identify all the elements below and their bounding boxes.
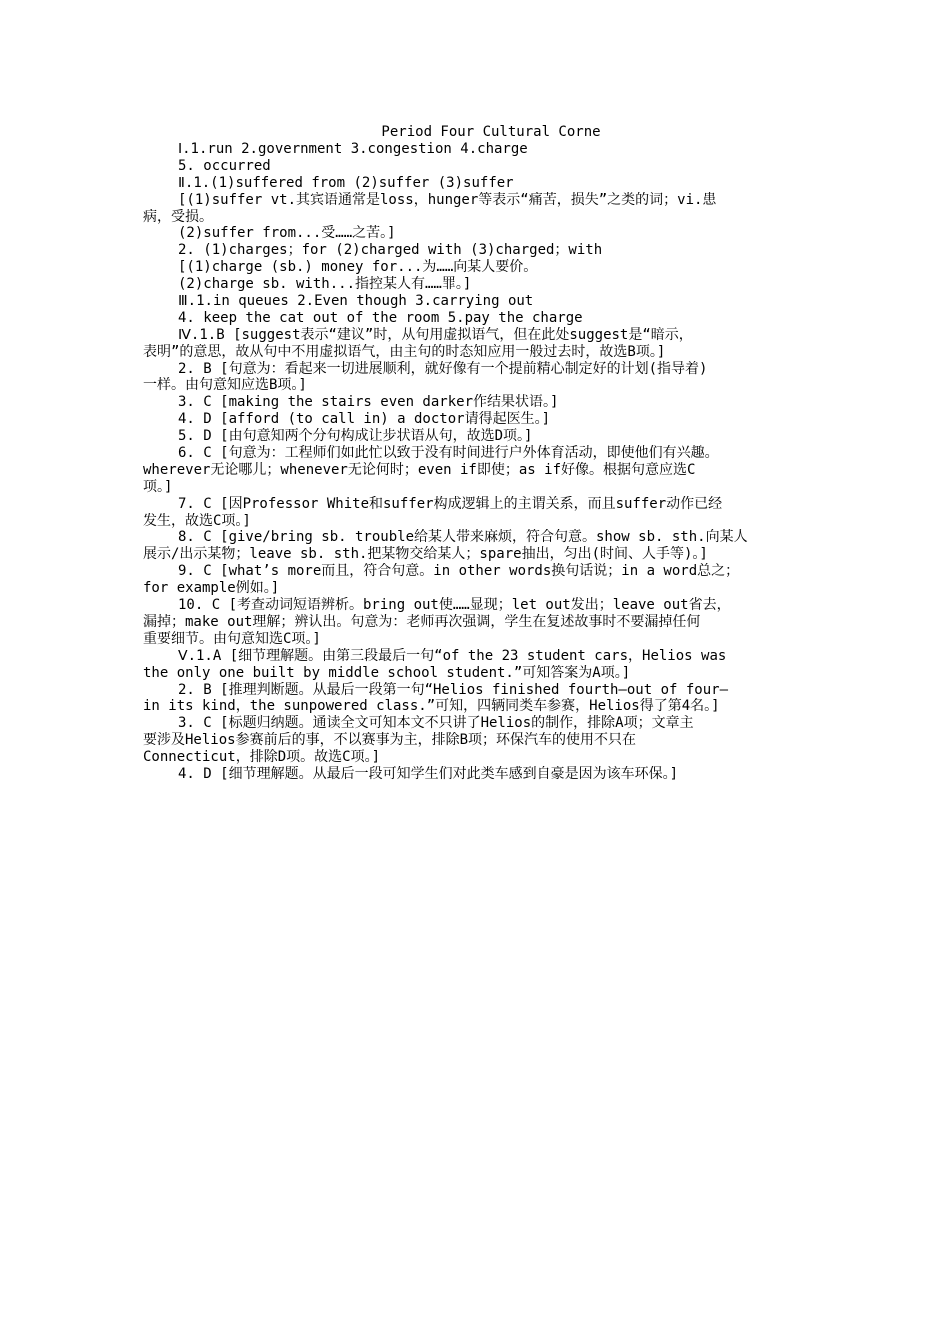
text-line: Connecticut，排除D项。故选C项。] [143,749,381,766]
text-line: in its kind，the sunpowered class.”可知，四辆同类车参赛，Helios得了第4名。] [143,698,720,715]
text-line: 3. C [标题归纳题。通读全文可知本文不只讲了Helios的制作，排除A项；文章主 [178,715,694,732]
text-line: Ⅲ.1.in queues 2.Even though 3.carrying out [178,293,534,310]
text-line: Ⅰ.1.run 2.government 3.congestion 4.charge [178,141,528,157]
text-line: 表明”的意思，故从句中不用虚拟语气，由主句的时态知应用一般过去时，故选B项。] [143,343,666,360]
text-line: (2)suffer from...受……之苦。] [178,225,396,242]
text-line: 6. C [句意为：工程师们如此忙以致于没有时间进行户外体育活动，即使他们有兴趣。 [178,445,719,462]
answer-key-body [143,141,811,783]
text-line: Ⅳ.1.B [suggest表示“建议”时，从句用虚拟语气，但在此处suggest是“暗示， [178,326,693,343]
text-line: 10. C [考查动词短语辨析。bring out使……显现；let out发出；leave out省去， [178,597,731,614]
text-line: 要涉及Helios参赛前后的事，不以赛事为主，排除B项；环保汽车的使用不只在 [143,732,636,749]
text-line: 一样。由句意知应选B项。] [143,377,307,394]
text-line: 病，受损。 [143,208,213,225]
text-line: 漏掉；make out理解；辨认出。句意为：老师再次强调，学生在复述故事时不要漏掉任何 [143,613,701,630]
text-line: 2. B [句意为：看起来一切进展顺利，就好像有一个提前精心制定好的计划(指导着) [178,360,708,377]
text-line: 4. D [细节理解题。从最后一段可知学生们对此类车感到自豪是因为该车环保。] [178,765,678,782]
text-line: 8. C [give/bring sb. trouble给某人带来麻烦，符合句意。show sb. sth.向某人 [178,529,748,546]
text-line: 发生，故选C项。] [143,512,251,529]
page-title: Period Four Cultural Corne [381,124,601,140]
text-line: 2. B [推理判断题。从最后一段第一句“Helios finished fourth—out of four— [178,681,729,698]
text-line: Ⅱ.1.(1)suffered from (2)suffer (3)suffer [178,174,514,191]
text-line: 2. (1)charges；for (2)charged with (3)charged；with [178,242,603,259]
text-line: 3. C [making the stairs even darker作结果状语。] [178,394,559,411]
text-line: 重要细节。由句意知选C项。] [143,630,321,647]
text-line: for example例如。] [143,580,280,597]
text-line: 4. keep the cat out of the room 5.pay the charge [178,309,583,326]
text-line: 展示/出示某物；leave sb. sth.把某物交给某人；spare抽出，匀出(时间、人手等)。] [143,546,708,563]
text-line: 4. D [afford (to call in) a doctor请得起医生。] [178,411,551,428]
text-line: 7. C [因Professor White和suffer构成逻辑上的主谓关系，而且suffer动作已经 [178,495,723,512]
text-line: 项。] [143,478,173,495]
text-line: the only one built by middle school student.”可知答案为A项。] [143,664,631,681]
text-line: (2)charge sb. with...指控某人有……罪。] [178,276,472,293]
text-line: 5. D [由句意知两个分句构成让步状语从句，故选D项。] [178,428,533,445]
text-line: 5. occurred [178,157,271,174]
text-line: 9. C [what’s more而且，符合句意。in other words换句话说；in a word总之； [178,563,740,580]
text-line: Ⅴ.1.A [细节理解题。由第三段最后一句“of the 23 student cars，Helios was [178,647,727,664]
text-line: wherever无论哪儿；whenever无论何时；even if即使；as if好像。根据句意应选C [143,461,696,478]
text-line: [(1)suffer vt.其宾语通常是loss，hunger等表示“痛苦，损失”之类的词；vi.患 [178,191,717,208]
text-line: [(1)charge (sb.) money for...为……向某人要价。 [178,259,538,276]
